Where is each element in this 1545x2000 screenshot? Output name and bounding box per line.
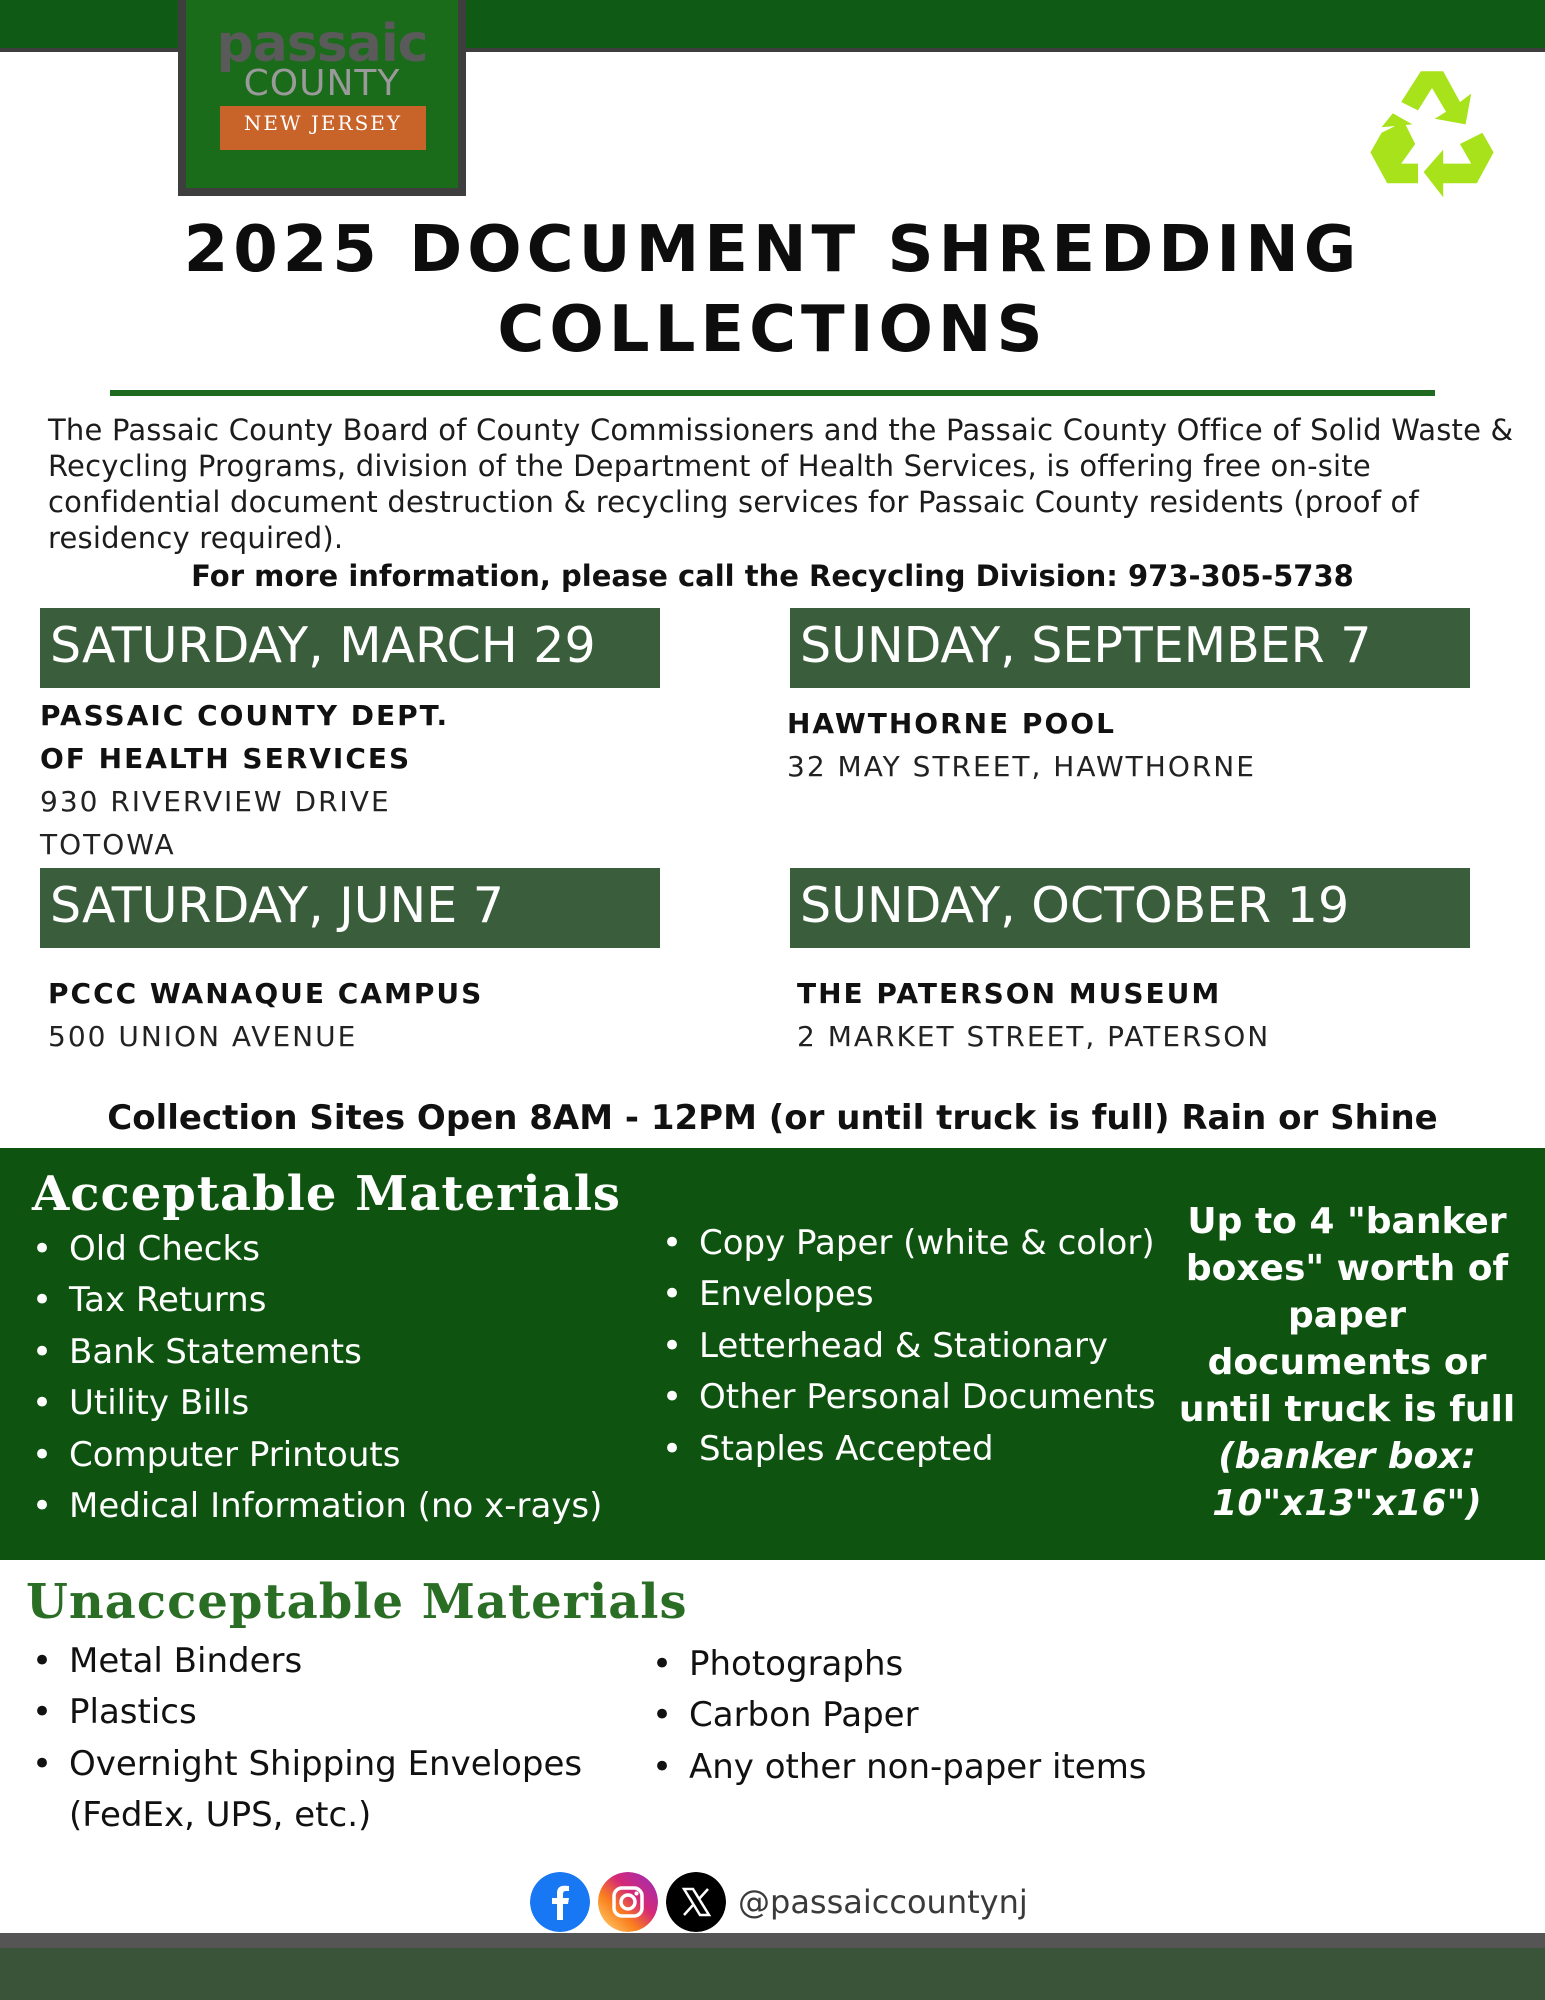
acceptable-list-1 (32, 1224, 602, 1532)
list-item-continued: (FedEx, UPS, etc.) (69, 1795, 372, 1836)
unacceptable-list-1 (32, 1636, 582, 1842)
event-date-september: SUNDAY, SEPTEMBER 7 (790, 608, 1470, 688)
logo-state: NEW JERSEY (243, 111, 403, 135)
event-site-line: PCCC WANAQUE CAMPUS (48, 977, 484, 1010)
list-item: • Photographs (652, 1644, 904, 1684)
list-item: • Plastics (32, 1692, 197, 1733)
box-limit-text: Up to 4 "banker boxes" worth of paper documents or until truck is full (1178, 1201, 1516, 1430)
intro-paragraph: The Passaic County Board of County Commissioners and the Passaic County Office of Solid Waste & Recycling Programs, division of the Department of Health Services, is offering free on-site confidential document destruction & recycling services for Passaic County residents (proof of residency required). (48, 413, 1514, 555)
list-item: • Overnight Shipping Envelopes (32, 1743, 583, 1784)
list-item: • Envelopes (662, 1274, 874, 1315)
bottom-stripe (0, 1933, 1545, 1948)
acceptable-heading: Acceptable Materials (32, 1166, 621, 1222)
event-address: 500 UNION AVENUE (48, 1020, 358, 1053)
event-address: 32 MAY STREET, HAWTHORNE (787, 750, 1256, 783)
phone-info: For more information, please call the Recycling Division: 973-305-5738 (191, 559, 1354, 593)
list-item: • Other Personal Documents (662, 1377, 1156, 1418)
title-line-1: 2025 DOCUMENT SHREDDING (183, 213, 1362, 287)
list-item: • Any other non-paper items (652, 1746, 1147, 1787)
event-date-october: SUNDAY, OCTOBER 19 (790, 868, 1470, 948)
event-site-line: PASSAIC COUNTY DEPT. (40, 699, 450, 732)
bottom-bar (0, 1948, 1545, 2000)
event-location-october (797, 972, 1270, 1058)
list-item: • Utility Bills (32, 1383, 250, 1424)
instagram-icon[interactable] (598, 1872, 658, 1932)
list-item: • Bank Statements (32, 1331, 362, 1372)
event-site-line: THE PATERSON MUSEUM (797, 977, 1222, 1010)
list-item: • Old Checks (32, 1229, 260, 1269)
recycle-icon (1362, 60, 1502, 200)
list-item: • Tax Returns (32, 1280, 267, 1321)
list-item: • Copy Paper (white & color) (662, 1223, 1155, 1263)
facebook-icon[interactable] (530, 1872, 590, 1932)
list-item: • Letterhead & Stationary (662, 1325, 1109, 1366)
event-location-march (40, 694, 449, 866)
event-site-line: HAWTHORNE POOL (787, 707, 1116, 740)
logo-word: passaic (216, 14, 428, 74)
unacceptable-heading: Unacceptable Materials (26, 1574, 688, 1630)
county-logo (178, 0, 466, 196)
event-date-march: SATURDAY, MARCH 29 (40, 608, 660, 688)
event-address: 930 RIVERVIEW DRIVE (40, 785, 391, 818)
event-city: TOTOWA (40, 828, 176, 861)
list-item: • Metal Binders (32, 1641, 303, 1681)
collection-hours: Collection Sites Open 8AM - 12PM (or until truck is full) Rain or Shine (107, 1098, 1438, 1138)
social-handle[interactable]: @passaiccountynj (738, 1883, 1028, 1921)
title-divider (110, 390, 1435, 396)
list-item: • Medical Information (no x-rays) (32, 1486, 603, 1527)
x-icon[interactable] (666, 1872, 726, 1932)
list-item: • Staples Accepted (662, 1428, 994, 1469)
list-item: • Computer Printouts (32, 1434, 401, 1475)
title-line-2: COLLECTIONS (497, 293, 1048, 367)
list-item: • Carbon Paper (652, 1695, 919, 1736)
logo-county: COUNTY (243, 63, 401, 104)
event-address: 2 MARKET STREET, PATERSON (797, 1020, 1271, 1053)
acceptable-list-2 (662, 1218, 1156, 1475)
social-icons (530, 1872, 730, 1934)
event-date-june: SATURDAY, JUNE 7 (40, 868, 660, 948)
event-location-june (48, 972, 483, 1058)
box-limit-note (1172, 1198, 1522, 1527)
event-location-september (787, 702, 1256, 788)
page-title (0, 210, 1545, 370)
unacceptable-list-2 (652, 1639, 1147, 1793)
box-size-text: (banker box: 10"x13"x16") (1212, 1436, 1482, 1524)
event-site-line: OF HEALTH SERVICES (40, 742, 412, 775)
